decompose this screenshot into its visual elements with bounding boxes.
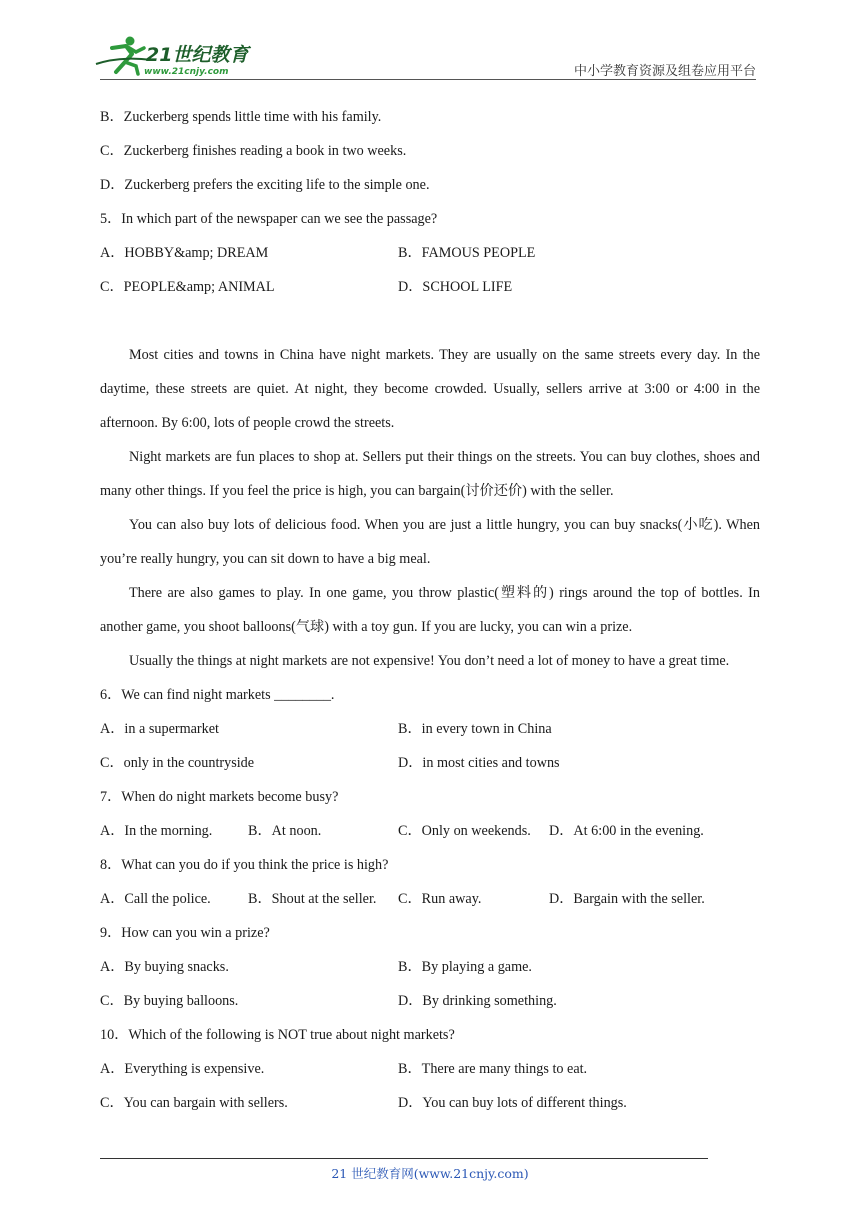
q9-option-d: D．By drinking something. [398,993,557,1009]
header-divider [100,79,756,80]
q9-options-row2 [100,984,760,1018]
q4-option-b: B．Zuckerberg spends little time with his family. [100,109,382,125]
q10-option-b: B．There are many things to eat. [398,1061,588,1077]
passage-paragraph-3: You can also buy lots of delicious food. When you are just a little hungry, you can buy snacks(小吃). When you’re really hungry, you can sit down to have a big meal. [100,517,760,567]
q10-option-c: C．You can bargain with sellers. [100,1095,288,1111]
q7-options-row [100,814,760,848]
q10-option-a: A．Everything is expensive. [100,1061,265,1077]
q4-option-d: D．Zuckerberg prefers the exciting life to the simple one. [100,177,430,193]
q9-question: 9．How can you win a prize? [100,925,270,941]
page-header [0,0,860,90]
q6-option-d: D．in most cities and towns [398,755,560,771]
q6-options-row2 [100,746,760,780]
q8-option-b: B．Shout at the seller. [248,891,377,907]
q7-option-c: C．Only on weekends. [398,823,531,839]
footer-divider [100,1158,708,1159]
q8-option-c: C．Run away. [398,891,482,907]
document-body [100,100,760,1120]
q5-question: 5．In which part of the newspaper can we see the passage? [100,211,438,227]
header-platform-text: 中小学教育资源及组卷应用平台 [573,64,756,79]
passage-paragraph-1: Most cities and towns in China have night markets. They are usually on the same streets every day. In the daytime, these streets are quiet. At night, they become crowded. Usually, sellers arrive at 3:00 or 4:00 in the afternoon. By 6:00, lots of people crowd the streets. [100,347,760,431]
q10-options-row1 [100,1052,760,1086]
passage-paragraph-5: Usually the things at night markets are not expensive! You don’t need a lot of money to have a great time. [129,653,730,669]
logo-text: 21世纪教育 [146,44,249,66]
q6-option-c: C．only in the countryside [100,755,255,771]
q9-option-c: C．By buying balloons. [100,993,239,1009]
q9-option-b: B．By playing a game. [398,959,532,975]
q8-option-a: A．Call the police. [100,891,211,907]
q9-options-row1 [100,950,760,984]
q6-option-b: B．in every town in China [398,721,552,737]
passage-paragraph-2: Night markets are fun places to shop at. Sellers put their things on the streets. You can buy clothes, shoes and many other things. If you feel the price is high, you can bargain(讨价还价) with the seller. [100,449,760,499]
logo [92,34,262,78]
footer-link[interactable]: 21 世纪教育网(www.21cnjy.com) [331,1166,529,1181]
q5-options-row2 [100,270,760,304]
q5-option-b: B．FAMOUS PEOPLE [398,245,536,261]
q10-question: 10．Which of the following is NOT true about night markets? [100,1027,455,1043]
q7-option-b: B．At noon. [248,823,322,839]
q6-question: 6．We can find night markets ________. [100,687,335,703]
q5-option-d: D．SCHOOL LIFE [398,279,513,295]
q5-option-a: A．HOBBY&amp; DREAM [100,245,269,261]
q7-question: 7．When do night markets become busy? [100,789,339,805]
q4-option-c: C．Zuckerberg finishes reading a book in two weeks. [100,143,407,159]
q5-option-c: C．PEOPLE&amp; ANIMAL [100,279,275,295]
passage-paragraph-4: There are also games to play. In one game, you throw plastic(塑料的) rings around the top of bottles. In another game, you shoot balloons(气球) with a toy gun. If you are lucky, you can win a prize. [100,585,760,635]
q10-options-row2 [100,1086,760,1120]
q6-options-row1 [100,712,760,746]
logo-url: www.21cnjy.com [144,67,229,77]
q10-option-d: D．You can buy lots of different things. [398,1095,627,1111]
q6-option-a: A．in a supermarket [100,721,219,737]
q8-option-d: D．Bargain with the seller. [549,891,705,907]
q8-question: 8．What can you do if you think the price is high? [100,857,389,873]
q8-options-row [100,882,760,916]
q7-option-d: D．At 6:00 in the evening. [549,823,704,839]
q9-option-a: A．By buying snacks. [100,959,229,975]
q7-option-a: A．In the morning. [100,823,213,839]
q5-options-row1 [100,236,760,270]
spacer [100,304,760,338]
